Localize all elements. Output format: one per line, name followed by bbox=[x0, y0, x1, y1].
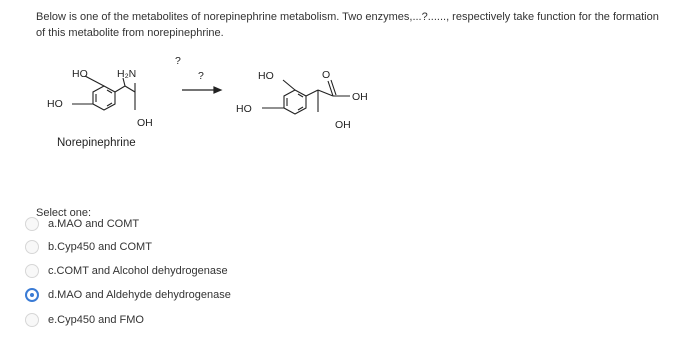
radio-button[interactable] bbox=[25, 240, 39, 254]
option-c[interactable] bbox=[25, 260, 228, 282]
reactant-ho-left: HO bbox=[47, 98, 63, 110]
option-e[interactable] bbox=[25, 309, 144, 331]
product-oh-bottom: OH bbox=[335, 119, 351, 131]
radio-button[interactable] bbox=[25, 313, 39, 327]
option-label: a.MAO and COMT bbox=[48, 218, 140, 230]
radio-button[interactable] bbox=[25, 264, 39, 278]
arrow-top-question: ? bbox=[175, 55, 181, 67]
option-a[interactable] bbox=[25, 213, 139, 235]
option-label: d.MAO and Aldehyde dehydrogenase bbox=[48, 289, 231, 301]
option-label: e.Cyp450 and FMO bbox=[48, 314, 144, 326]
reactant-name: Norepinephrine bbox=[57, 137, 136, 149]
reactant-ho-top: HO bbox=[72, 68, 88, 80]
option-label: c.COMT and Alcohol dehydrogenase bbox=[48, 265, 228, 277]
norepinephrine-structure bbox=[72, 76, 135, 110]
product-o: O bbox=[322, 69, 331, 81]
radio-button[interactable] bbox=[25, 217, 39, 231]
radio-button-selected[interactable] bbox=[25, 288, 39, 302]
product-structure bbox=[262, 80, 350, 114]
option-b[interactable] bbox=[25, 236, 152, 258]
reactant-h2n: H₂N bbox=[117, 68, 137, 80]
option-label: b.Cyp450 and COMT bbox=[48, 241, 152, 253]
question-text: Below is one of the metabolites of norepinephrine metabolism. Two enzymes,...?......, respectively take function for the formation of this metabolite from norepinephrine. bbox=[36, 11, 659, 39]
product-ho-left: HO bbox=[236, 103, 252, 115]
select-one-label: Select one: bbox=[36, 207, 92, 219]
product-oh-right: OH bbox=[352, 91, 368, 103]
reaction-arrow bbox=[182, 87, 221, 93]
option-d[interactable] bbox=[25, 284, 231, 306]
arrow-question: ? bbox=[198, 70, 204, 82]
reactant-oh: OH bbox=[137, 117, 153, 129]
product-ho-top: HO bbox=[258, 70, 274, 82]
